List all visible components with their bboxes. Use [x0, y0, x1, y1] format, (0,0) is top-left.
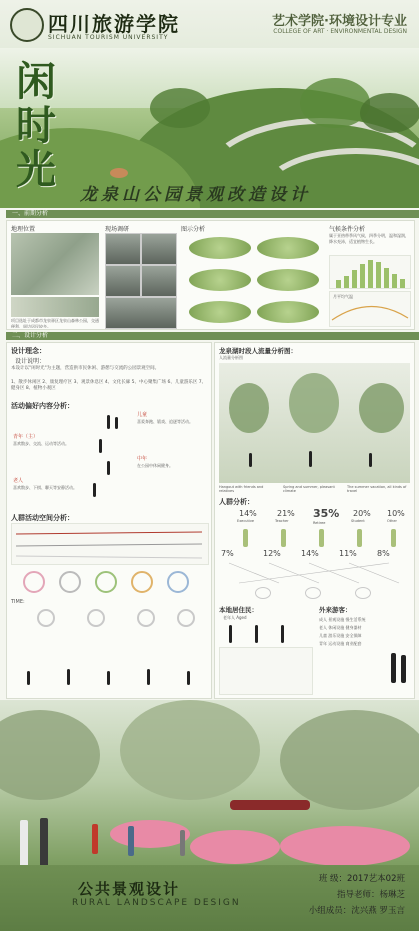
- location-caption: 项目选址于成都市龙泉驿区龙泉山森林公园，交通便利，周边居民较多。: [11, 318, 99, 328]
- flow-title: 龙泉湖时段人流量分析图：: [219, 347, 297, 355]
- visitor-row: 老人 休闲设施 健身器材: [319, 625, 362, 630]
- credit-group-label: 小组成员：: [308, 906, 352, 916]
- credit-group-value: 沈兴燕 罗玉言: [351, 906, 405, 916]
- footer-design-title-en: RURAL LANDSCAPE DESIGN: [72, 898, 241, 908]
- footer-tree: [120, 700, 260, 800]
- person-silhouette-icon: [243, 529, 248, 547]
- person-silhouette-icon: [93, 483, 96, 497]
- chart-bar: [360, 264, 365, 288]
- crowd-percent: 14%: [239, 509, 257, 518]
- analysis-diagram: [189, 301, 251, 323]
- site-location-map: [11, 233, 99, 295]
- person-silhouette-icon: [128, 826, 134, 856]
- flow-tree: [289, 373, 339, 433]
- flow-tree: [359, 383, 404, 433]
- section1-panel: [6, 220, 415, 330]
- concept-subtitle: 设计说明：: [15, 358, 46, 365]
- person-silhouette-icon: [40, 818, 48, 870]
- chart-bar: [392, 274, 397, 288]
- hero-subtitle: 龙泉山公园景观改造设计: [80, 185, 311, 205]
- analysis-diagram: [189, 237, 251, 259]
- activity-label: 老人: [13, 478, 24, 484]
- visitors-title: 外来游客：: [319, 606, 352, 614]
- block-title: 现场调研: [105, 226, 130, 233]
- site-aerial-map: [11, 297, 99, 317]
- activity-label: 中年: [137, 456, 148, 462]
- crowd-label: Executive: [237, 519, 255, 523]
- block-title: 地理位置: [11, 226, 36, 233]
- person-silhouette-icon: [229, 625, 232, 643]
- concept-text: 本设计以"闲时光"为主题，营造供市民休闲、游憩与交流的公园景观空间。: [11, 366, 160, 371]
- crowd-percent: 35%: [313, 507, 340, 520]
- crowd-percent: 14%: [301, 549, 319, 558]
- flow-tree: [229, 383, 269, 433]
- activity-ring-icon: [37, 609, 55, 627]
- activity-title: 活动偏好内容分析：: [11, 402, 74, 410]
- crowd-percent: 8%: [377, 549, 390, 558]
- activity-ring-icon: [137, 609, 155, 627]
- chart-bar: [400, 279, 405, 288]
- credit-group: [309, 904, 405, 916]
- crowd-percent: 10%: [387, 509, 405, 518]
- flow-subtitle: 人流量分析图: [219, 355, 243, 360]
- activity-desc: 喜欢散步、交流、运动等活动。: [13, 441, 69, 446]
- space-title: 人群活动空间分析：: [11, 514, 74, 522]
- person-silhouette-icon: [249, 453, 252, 467]
- analysis-diagram: [257, 237, 319, 259]
- visitor-row: 成人 景观设施 慢生活系统: [319, 617, 366, 622]
- activity-desc: 喜爱奔跑、嬉戏、追逐等活动。: [137, 419, 193, 424]
- college-name-cn: 艺术学院·环境设计专业: [272, 14, 407, 29]
- hero-tree: [360, 93, 419, 133]
- crowd-percent: 11%: [339, 549, 357, 558]
- visitor-row: 儿童 游乐设施 安全保障: [319, 633, 362, 638]
- hero-vertical-title: 闲时光: [16, 58, 56, 193]
- flower-bed: [190, 830, 280, 864]
- person-silhouette-icon: [147, 669, 150, 685]
- block-title: 图示分析: [181, 226, 206, 233]
- person-silhouette-icon: [391, 653, 396, 683]
- design-analysis-right: [214, 342, 415, 699]
- person-silhouette-icon: [67, 669, 70, 685]
- chart-bar: [384, 268, 389, 288]
- person-silhouette-icon: [391, 529, 396, 547]
- footer-tree: [280, 710, 419, 810]
- activity-timeline-chart: [11, 523, 209, 565]
- locals-notes: [219, 647, 313, 695]
- chart-bar: [368, 260, 373, 288]
- timeline-lines: [12, 524, 208, 564]
- hero-tree: [150, 88, 210, 128]
- crowd-flow-illustration: [219, 363, 410, 483]
- person-silhouette-icon: [20, 820, 28, 870]
- survey-photo: [105, 297, 177, 329]
- flower-bed: [110, 820, 190, 848]
- locals-title: 本地居住民：: [219, 606, 258, 614]
- crowd-percent: 20%: [353, 509, 371, 518]
- locals-subtitle: 老年人 Aged: [223, 615, 247, 620]
- activity-label: 儿童: [137, 412, 148, 418]
- credit-class: [319, 872, 405, 884]
- functional-zones: 1、散步休闲区 2、康复理疗区 3、观景休息区 4、文化长廊 5、中心聚集广场 6、儿童游乐区 7、健身区 8、植物小观区: [11, 380, 207, 391]
- hero-tree: [300, 78, 370, 128]
- chart-bar: [336, 280, 341, 288]
- crowd-percent: 21%: [277, 509, 295, 518]
- hero-pavilion: [110, 168, 128, 178]
- block-title: 气候条件分析: [329, 226, 366, 233]
- flow-caption: The summer vacation, all kinds of travel: [347, 485, 407, 493]
- climate-caption: 属于亚热带季风气候，四季分明，温和湿润，降水充沛，适宜植物生长。: [329, 233, 409, 244]
- activity-desc: 在公园中休闲健身。: [137, 463, 173, 468]
- time-label: TIME:: [11, 599, 25, 605]
- activity-ring-icon: [131, 571, 153, 593]
- crowd-label: Other: [387, 519, 397, 523]
- section2-heading: 二、设计分析: [6, 332, 419, 340]
- credit-advisor-value: 杨琳芝: [379, 890, 405, 900]
- person-silhouette-icon: [107, 671, 110, 685]
- person-silhouette-icon: [357, 529, 362, 547]
- university-name-en: SICHUAN TOURISM UNIVERSITY: [48, 34, 169, 41]
- analysis-diagram: [189, 269, 251, 291]
- person-silhouette-icon: [115, 417, 118, 429]
- person-silhouette-icon: [369, 453, 372, 467]
- credit-advisor: [337, 888, 405, 900]
- person-silhouette-icon: [27, 671, 30, 685]
- crowd-percent: 12%: [263, 549, 281, 558]
- crowd-percent: 7%: [221, 549, 234, 558]
- person-silhouette-icon: [92, 824, 98, 854]
- crowd-label: Retiree: [313, 521, 326, 525]
- survey-photo: [141, 265, 177, 297]
- credit-class-label: 班 级：: [318, 874, 348, 884]
- activity-label: 青年（主）: [13, 434, 39, 440]
- person-silhouette-icon: [107, 415, 110, 429]
- survey-photo: [105, 233, 141, 265]
- person-silhouette-icon: [180, 830, 185, 856]
- climate-bar-chart: [329, 255, 411, 289]
- activity-ring-icon: [87, 609, 105, 627]
- activity-ring-icon: [95, 571, 117, 593]
- crowd-label: Student: [351, 519, 365, 523]
- analysis-diagram: [257, 301, 319, 323]
- person-silhouette-icon: [281, 625, 284, 643]
- credit-class-value: 2017艺本02班: [347, 874, 405, 884]
- person-silhouette-icon: [309, 451, 312, 467]
- flow-caption: Spring and summer, pleasant climate: [283, 485, 335, 493]
- flower-bed: [280, 826, 410, 866]
- university-seal-icon: [10, 8, 44, 42]
- person-silhouette-icon: [99, 439, 102, 453]
- footer-tree: [0, 710, 100, 800]
- flow-caption: Hangout with friends and relatives: [219, 485, 264, 493]
- chart-label: 月平均气温: [333, 294, 353, 299]
- activity-ring-icon: [177, 609, 195, 627]
- activity-ring-icon: [167, 571, 189, 593]
- crowd-link-lines: [219, 561, 410, 585]
- chart-bar: [352, 270, 357, 288]
- college-name-en: COLLEGE OF ART · ENVIRONMENTAL DESIGN: [273, 28, 407, 35]
- person-silhouette-icon: [281, 529, 286, 547]
- bicycle-icon: [255, 587, 271, 599]
- person-silhouette-icon: [319, 529, 324, 547]
- university-name-cn: 四川旅游学院: [48, 12, 180, 36]
- section1-heading: 一、前期分析: [6, 210, 419, 218]
- climate-line-chart: [329, 291, 411, 327]
- activity-ring-icon: [23, 571, 45, 593]
- activity-desc: 喜欢散步、下棋、聊天等安静活动。: [13, 485, 77, 490]
- activity-ring-icon: [59, 571, 81, 593]
- chart-bar: [376, 262, 381, 288]
- footer-design-title-cn: 公共景观设计: [78, 880, 181, 898]
- footer-umbrella: [230, 800, 310, 810]
- design-analysis-left: [6, 342, 212, 699]
- crowd-label: Teacher: [275, 519, 289, 523]
- survey-photo: [105, 265, 141, 297]
- concept-title: 设计理念：: [11, 347, 46, 355]
- crowd-title: 人群分析：: [219, 498, 254, 506]
- person-silhouette-icon: [187, 671, 190, 685]
- person-silhouette-icon: [107, 461, 110, 475]
- credit-advisor-label: 指导老师：: [336, 890, 380, 900]
- chart-bar: [344, 276, 349, 288]
- person-silhouette-icon: [255, 625, 258, 643]
- visitor-row: 青年 运动设施 商业配套: [319, 641, 362, 646]
- analysis-diagram: [257, 269, 319, 291]
- survey-photo: [141, 233, 177, 265]
- bicycle-icon: [355, 587, 371, 599]
- person-silhouette-icon: [401, 655, 406, 683]
- bicycle-icon: [305, 587, 321, 599]
